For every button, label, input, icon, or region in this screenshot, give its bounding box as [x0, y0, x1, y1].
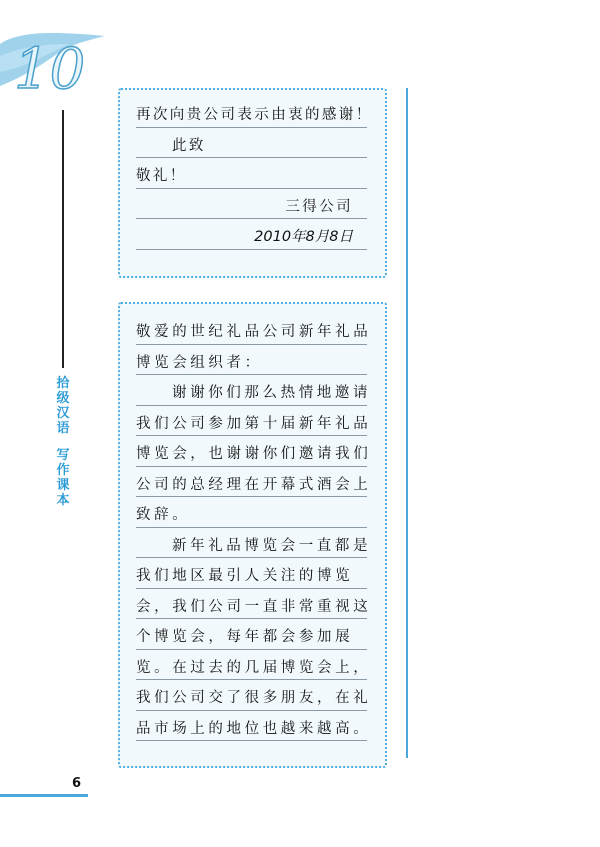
letter-line: 新年礼品博览会一直都是 — [136, 528, 367, 559]
side-title-char: 本 — [56, 493, 70, 508]
letter-line: 博览会，也谢谢你们邀请我们 — [136, 436, 367, 467]
letter-card — [118, 302, 387, 768]
footer-rule — [0, 794, 88, 797]
side-title-char: 汉 — [56, 406, 70, 421]
letter-date: 2010年8月8日 — [136, 219, 367, 250]
letter-line: 会，我们公司一直非常重视这 — [136, 589, 367, 620]
letter-line: 览。在过去的几届博览会上， — [136, 650, 367, 681]
side-title-char: 拾 — [56, 376, 70, 391]
letter-line: 我们公司参加第十届新年礼品 — [136, 406, 367, 437]
column-rule — [406, 88, 408, 758]
letter-line: 公司的总经理在开幕式酒会上 — [136, 467, 367, 498]
letter-line: 致辞。 — [136, 497, 367, 528]
side-title-char: 作 — [56, 463, 70, 478]
letter-line: 敬爱的世纪礼品公司新年礼品 — [136, 314, 367, 345]
letter-closing-card — [118, 88, 387, 278]
letter-line: 我们地区最引人关注的博览 — [136, 558, 367, 589]
letter-line: 博览会组织者： — [136, 345, 367, 376]
side-title-char: 语 — [56, 421, 70, 436]
letter-line: 再次向贵公司表示由衷的感谢！ — [136, 97, 367, 128]
letter-line: 敬礼！ — [136, 158, 367, 189]
chapter-number-text: 10 — [14, 37, 86, 102]
chapter-number-logo — [0, 22, 110, 102]
side-title-char: 课 — [56, 478, 70, 493]
letter-signature: 三得公司 — [136, 189, 367, 220]
letter-line: 个博览会，每年都会参加展 — [136, 619, 367, 650]
letter-line: 谢谢你们那么热情地邀请 — [136, 375, 367, 406]
side-book-title — [55, 376, 71, 508]
side-title-char: 写 — [56, 448, 70, 463]
letter-line: 我们公司交了很多朋友，在礼 — [136, 680, 367, 711]
letter-line: 此致 — [136, 128, 367, 159]
margin-rule — [62, 110, 64, 368]
side-title-char: 级 — [56, 391, 70, 406]
letter-line: 品市场上的地位也越来越高。 — [136, 711, 367, 742]
page-number: 6 — [72, 776, 82, 791]
